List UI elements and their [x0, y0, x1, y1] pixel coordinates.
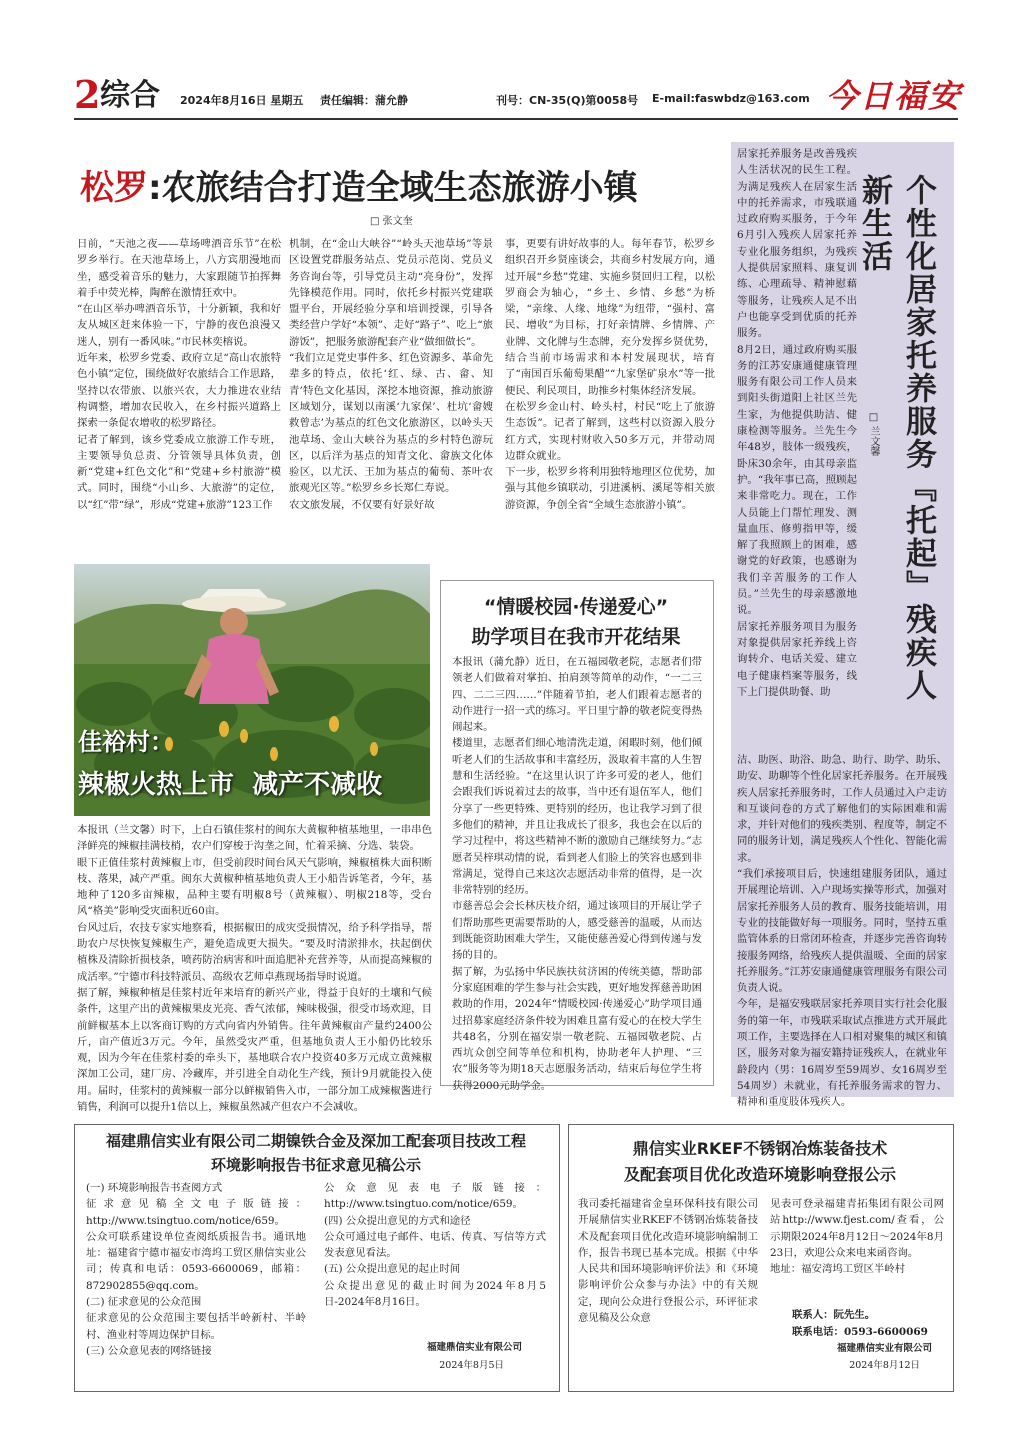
article1-colon: : — [148, 168, 162, 208]
notice1-right-col: 公众意见表电子版链接：http://www.tsingtuo.com/notice/659。 (四) 公众提出意见的方式和途径 公众可通过电子邮件、电话、传真、写信等方式发表意见看法。 (五) 公众提出意见的起止时间 公众提出意见的截止时间为2024年8月5日-2024年8月16日。 — [324, 1182, 546, 1309]
photo-overlay-title: 辣椒火热上市 减产不减收 — [78, 770, 383, 800]
notice2-phone: 联系电话：0593-6600069 — [792, 1326, 928, 1338]
masthead-logo: 今日福安 — [826, 77, 963, 115]
sidebar-title: 个性化居家托养服务『托起』残疾人新生活 — [856, 174, 936, 702]
article1-headline — [80, 160, 730, 210]
article3-title-line1: “情暖校园·传递爱心” — [483, 596, 669, 618]
sidebar-text-narrow: 居家托养服务是改善残疾人生活状况的民生工程。为满足残疾人在居家生活中的托养需求，市残联通过政府购买服务，于今年6月引入残疾人居家托养专业化服务组织，为残疾人提供居家照料、康复训练、心理疏导、精神慰藉等服务，让残疾人足不出户也能享受到优质的托养服务。 8月2日，通过政府购买服务的江苏安康通健康管理服务有限公司工作人员来到阳头街道阳上社区兰先生家，为他提供助洁、健康检测等服务。兰先生今年48岁，肢体一级残疾，卧床30余年，由其母亲监护。“我年事已高，照顾起来非常吃力。现在，工作人员能上门帮忙理发、测量血压、修剪指甲等，缓解了我照顾上的困难，感谢党的好政策，也感谢为我们辛苦服务的工作人员。”兰先生的母亲感激地说。 居家托养服务项目为服务对象提供居家托养线上咨询转介、电话关爱、建立电子健康档案等服务，线下上门提供助餐、助 — [737, 148, 857, 698]
article3-body: 本报讯（蒲允静）近日，在五福园敬老院，志愿者们带领老人们做着对掌拍、拍肩颈等简单的动作，“一二三四、二二三四……”伴随着节拍，老人们跟着志愿者的动作进行一招一式的练习。平日里宁静的敬老院变得热闹起来。 楼道里，志愿者们细心地清洗走道，闲暇时刻，他们倾听老人们的生活故事和丰富经历，汲取着丰富的人生智慧和生活经验。“在这里认识了许多可爱的老人，他们会跟我们诉说着过去的故事，当中还有退伍军人，他们分享了一些更特殊、更特别的经历，也让我学习到了很多他们的精神，并且让我成长了很多，我也会在以后的学习过程中，将这些精神不断的激励自己继续努力。”志愿者吴梓琪动情的说，看到老人们脸上的笑容也感到非常满足，觉得自己来这次志愿活动非常的值得，是一次非常特别的经历。 市慈善总会会长林庆枝介绍，通过该项目的开展让学子们帮助那些更需要帮助的人，感受慈善的温暖，从而达到既能资助困难大学生，又能使慈善爱心得到传递与发扬的目的。 据了解，为弘扬中华民族扶贫济困的传统美德，帮助部分家庭困难的学生参与社会实践，更好地发挥慈善助困救助的作用，2024年“情暖校园·传递爱心”助学项目通过招募家庭经济条件较为困难且富有爱心的在校大学生共48名，分别在福安崇一敬老院、五福园敬老院、占西坑众创空间等单位和机构，协助老年人护理、“三农”服务等为期18天志愿服务活动，结束后每位学生将获得2000元助学金。 — [452, 656, 702, 1092]
notice1-title-line2: 环境影响报告书征求意见稿公示 — [210, 1156, 421, 1174]
article3-title-line2: 助学项目在我市开花结果 — [471, 626, 681, 648]
article2-body: 本报讯（兰文馨）时下，上白石镇佳浆村的闽东大黄椒种植基地里，一串串色泽鲜亮的辣椒挂满枝梢，农户们穿梭于沟垄之间，忙着采摘、分选、装袋。 眼下正值佳浆村黄辣椒上市，但受前段时间台风天气影响，辣椒植株大面积断枝、落果，减产严重。闽东大黄椒种植基地负责人王小船告诉笔者，今年，基地种了120多亩辣椒，品种主要有明椒8号（黄辣椒）、明椒218等，受台风“格美”影响受灾面积近60亩。 台风过后，农技专家实地察看，根据椒田的成灾受损情况，给予科学指导，帮助农户尽快恢复辣椒生产，避免造成更大损失。“要及时清淤排水，扶起倒伏植株及清除折损枝条，喷药防治病害和叶面追肥补充营养等，从而提高辣椒的成活率。”宁德市科技特派员、高级农艺师卓燕现场指导时说道。 据了解，辣椒种植是佳浆村近年来培育的新兴产业，得益于良好的土壤和气候条件，这里产出的黄辣椒果皮光亮、香气浓郁，辣味极强，很受市场欢迎，目前鲜椒基本上以客商订购的方式向省内外销售。往年黄辣椒亩产量约2400公斤，亩产值近3万元。今年，虽然受灾严重，但基地负责人王小船仍比较乐观，因为今年在佳浆村委的牵头下，基地联合农户投资40多万元成立黄辣椒深加工公司，建厂房、冷藏库，并引进全自动化生产线，预计9月就能投入使用。届时，佳浆村的黄辣椒一部分以鲜椒销售入市，一部分加工成辣椒酱进行销售，利润可以提升1倍以上，辣椒虽然减产但农户不会减收。 — [77, 824, 432, 1114]
article1-col1: 日前，“天池之夜——草场啤酒音乐节”在松罗乡举行。在天池草场上，八方宾朋漫地而坐，感受着音乐的魅力，大家跟随节拍挥舞着手中荧光棒，陶醉在激情狂欢中。 “在山区举办啤酒音乐节，十分新颖，我和好友从城区赶来体验一下，宁静的夜色浪漫又迷人，别有一番风味。”市民林奕榕说。 近年来，松罗乡党委、政府立足“高山农旅特色小镇”定位，围绕做好农旅结合工作思路，坚持以农带旅、以旅兴农，大力推进农业结构调整，增加农民收入，在乡村振兴道路上探索一条促农增收的松罗路径。 记者了解到，该乡党委成立旅游工作专班，主要领导负总责、分管领导具体负责，创新“党建+红色文化”和“党建+乡村旅游”模式。同时，围绕“小山乡、大旅游”的定位，以“红”带“绿”，形成“党建+旅游”123工作 — [77, 238, 281, 511]
issue-number: 刊号：CN-35(Q)第0058号 — [496, 94, 639, 107]
article1-title: 农旅结合打造全域生态旅游小镇 — [161, 168, 638, 208]
notice2-title-line2: 及配套项目优化改造环境影响登报公示 — [623, 1165, 896, 1184]
photo-overlay-kicker: 佳裕村： — [78, 728, 174, 756]
notice1-sign-date: 2024年8月5日 — [439, 1360, 504, 1371]
notice2-sign-date: 2024年8月12日 — [849, 1360, 920, 1371]
notice2-left-col: 我司委托福建省金皇环保科技有限公司开展鼎信实业RKEF不锈钢冶炼装备技术及配套项目优化改造环境影响编制工作，报告书现已基本完成。根据《中华人民共和国环境影响评价法》和《环境影响评价公众参与办法》中的有关规定，现向公众进行登报公示，环评征求意见稿及公众意 — [578, 1198, 758, 1325]
notice2-contact: 联系人：阮先生。 — [792, 1309, 876, 1321]
sidebar-text-wide: 洁、助医、助浴、助急、助行、助学、助乐、助安、助聊等个性化居家托养服务。在开展残疾人居家托养服务时，工作人员通过入户走访和互谈问卷的方式了解他们的实际困难和需求，并针对他们的残疾类别、程度等，制定不同的服务计划，满足残疾人个性化、智能化需求。 “我们承接项目后，快速组建服务团队，通过开展理论培训、入户现场实操等形式，加强对居家托养服务人员的教育、服务技能培训，用专业的技能做好每一项服务。同时，坚持五重监管体系的日常闭环检查，并逐步完善咨询转接服务网络，给残疾人提供温暖、全面的居家托养服务。”江苏安康通健康管理服务有限公司负责人说。 今年，是福安残联居家托养项目实行社会化服务的第一年，市残联采取试点推进方式开展此项工作，主要选择在人口相对聚集的城区和镇区，服务对象为福安籍持证残疾人，在就业年龄段内（男：16周岁至59周岁、女16周岁至54周岁）未就业，有托养服务需求的智力、精神和重度肢体残疾人。 — [737, 754, 947, 1109]
issue-date: 2024年8月16日 星期五 — [180, 94, 304, 107]
notice2-sign-company: 福建鼎信实业有限公司 — [836, 1343, 932, 1354]
notice1-left-col: (一) 环境影响报告书查阅方式 征求意见稿全文电子版链接：http://www.tsingtuo.com/notice/659。 公众可联系建设单位查阅纸质报告书。通讯地址：福建省宁德市福安市湾坞工贸区鼎信实业公司；传真和电话：0593-6600069，邮箱：872902855@qq.com。 (二) 征求意见的公众范围 征求意见的公众范围主要包括半岭新村、半岭村、渔业村等周边保护目标。 (三) 公众意见表的网络链接 — [86, 1182, 306, 1357]
notice1-title-line1: 福建鼎信实业有限公司二期镍铁合金及深加工配套项目技改工程 — [105, 1132, 526, 1150]
article1-col3: 事，更要有讲好故事的人。每年春节，松罗乡组织召开乡贤座谈会，共商乡村发展方向，通过开展“乡愁”党建、实施乡贤回归工程，以松罗商会为轴心，“乡土、乡情、乡愁”为桥梁，“亲缘、人缘、地缘”为纽带，“强村、富民、增收”为目标，打好亲情牌、乡情牌、产业牌、文化牌与生态牌，充分发挥乡贤优势，结合当前市场需求和本村发展现状，培育了“南国百乐葡萄果醋”“九家堡矿泉水”等一批便民、利民项目，助推乡村集体经济发展。 在松罗乡金山村、岭头村，村民“吃上了旅游生态饭”。记者了解到，这些村以资源入股分红方式，实现村财收入50多万元，并带动周边群众就业。 下一步，松罗乡将利用独特地理区位优势，加强与其他乡镇联动，引进溪柄、溪尾等相关旅游资源，争创全省“全域生态旅游小镇”。 — [505, 238, 715, 511]
section-label: 综合 — [100, 78, 160, 113]
article1-kicker: 松罗 — [80, 168, 148, 208]
notice1-sign-company: 福建鼎信实业有限公司 — [426, 1342, 522, 1353]
editor: 责任编辑：蒲允静 — [320, 94, 408, 107]
notice2-title-line1: 鼎信实业RKEF不锈钢冶炼装备技术 — [632, 1139, 888, 1158]
page-number: 2 — [74, 72, 101, 117]
notice2-right-col: 见表可登录福建青拓集团有限公司网站http://www.fjest.com/查看，公示期限2024年8月12日～2024年8月23日，欢迎公众来电来函咨询。 地址：福安湾坞工贸区半岭村 — [770, 1198, 944, 1276]
article1-byline: □ 张文奎 — [370, 216, 413, 227]
header-rule — [74, 118, 958, 120]
sidebar-byline: □ 兰文馨 — [868, 412, 879, 457]
contact-email: E-mail:faswbdz@163.com — [652, 92, 810, 105]
article1-col2: 机制，在“金山大峡谷”“岭头天池草场”等景区设置党群服务站点、党员示范岗、党员义务咨询台等，引导党员主动“亮身份”，发挥先锋模范作用。同时，依托乡村振兴党建联盟平台，开展经验分享和培训授课，引导各类经营户学好“本领”、走好“路子”、吃上“旅游饭”，把服务旅游配套产业“做细做长”。 “我们立足党史事件多、红色资源多、革命先辈多的特点，依托‘红、绿、古、畲、知青’特色文化基因，深挖本地资源，推动旅游区域划分，谋划以南溪‘九家保’、杜坑‘畲嫂救曾志’为基点的红色文化旅游区，以岭头天池草场、金山大峡谷为基点的乡村特色游玩区，以后洋为基点的知青文化、畲族文化体验区，以尤沃、王加为基点的葡萄、茶叶农旅观光区等。”松罗乡乡长郑仁寿说。 农文旅发展，不仅要有好景好故 — [289, 238, 493, 511]
